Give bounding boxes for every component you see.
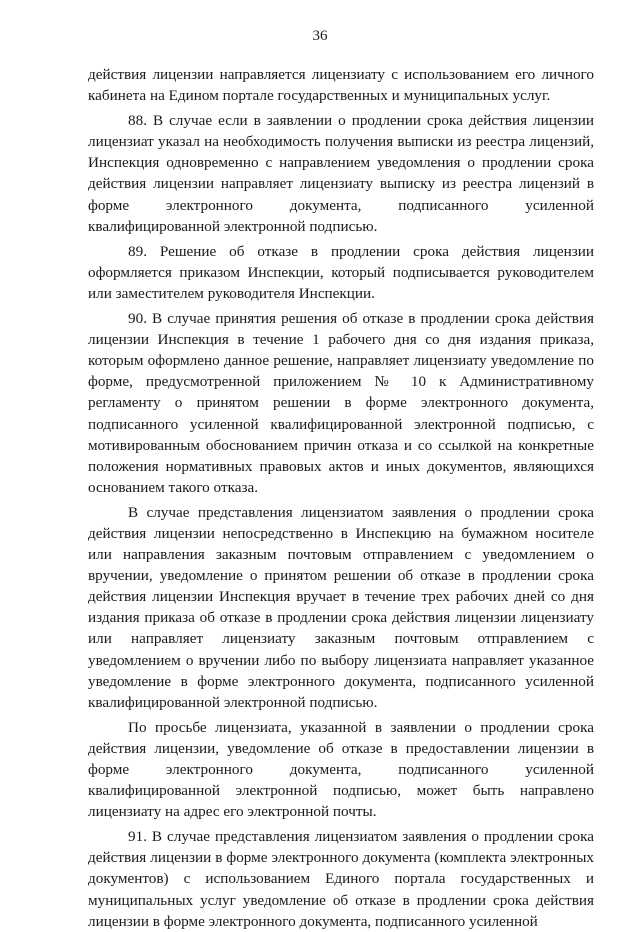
paragraph-88: 88. В случае если в заявлении о продлении срока действия лицензии лицензиат указал на необходимость получения выписки из реестра лицензий, Инспекция одновременно с направлением уведомления о продлении срока действия лицензии направляет лицензиату выписку из реестра лицензий в форме электронного документа, подписанного усиленной квалифицированной электронной подписью. bbox=[88, 112, 594, 235]
paragraph-89: 89. Решение об отказе в продлении срока действия лицензии оформляется приказом Инспекции, который подписывается руководителем или заместителем руководителя Инспекции. bbox=[88, 242, 594, 302]
paragraph-90-paper: В случае представления лицензиатом заявления о продлении срока действия лицензии непосредственно в Инспекцию на бумажном носителе или направления заказным почтовым отправлением с уведомлением о вручении, уведомление о принятом решении об отказе в продлении срока действия лицензии Инспекция вручает в течение трех рабочих дней со дня издания приказа об отказе в продлении срока действия лицензии лицензиату или направляет лицензиату заказным почтовым отправлением с уведомлением о вручении либо по выбору лицензиата направляет указанное уведомление в форме электронного документа, подписанного усиленной квалифицированной электронной подписью. bbox=[88, 503, 594, 711]
paragraph-90-email: По просьбе лицензиата, указанной в заявлении о продлении срока действия лицензии, уведомление об отказе в предоставлении лицензии в форме электронного документа, подписанного усиленной квалифицированной электронной подписью, может быть направлено лицензиату на адрес его электронной почты. bbox=[88, 718, 594, 821]
paragraph-continuation: действия лицензии направляется лицензиату с использованием его личного кабинета на Едином портале государственных и муниципальных услуг. bbox=[88, 66, 594, 105]
page-number: 36 bbox=[312, 28, 328, 44]
document-body bbox=[88, 64, 594, 932]
paragraph-91: 91. В случае представления лицензиатом заявления о продлении срока действия лицензии в форме электронного документа (комплекта электронных документов) с использованием Единого портала государственных и муниципальных услуг уведомление об отказе в продлении срока действия лицензии в форме электронного документа, подписанного усиленной bbox=[88, 828, 594, 930]
paragraph-90: 90. В случае принятия решения об отказе в продлении срока действия лицензии Инспекция в течение 1 рабочего дня со дня издания приказа, которым оформлено данное решение, направляет лицензиату уведомление по форме, предусмотренной приложением № 10 к Административному регламенту о принятом решении в форме электронного документа, подписанного усиленной квалифицированной электронной подписью, с мотивированным обоснованием причин отказа и со ссылкой на конкретные положения нормативных правовых актов и иных документов, являющихся основанием такого отказа. bbox=[88, 310, 594, 496]
